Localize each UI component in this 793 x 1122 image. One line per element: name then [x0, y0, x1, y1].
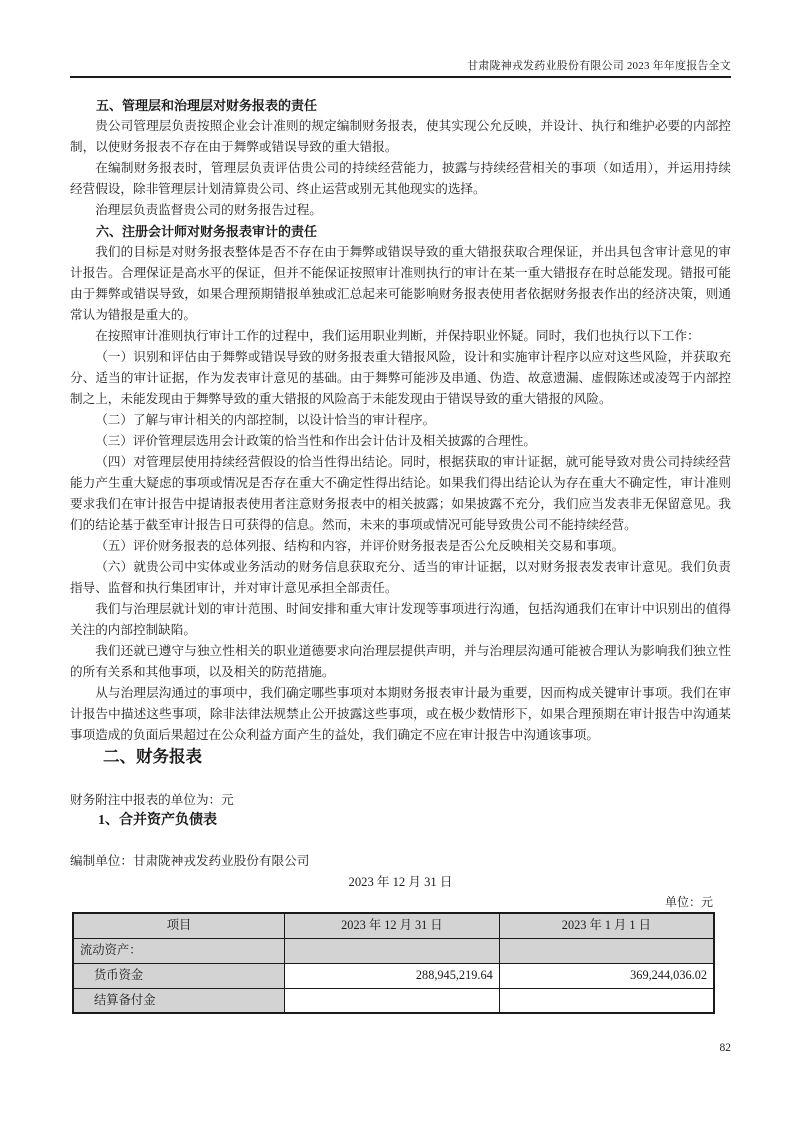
- table-cell: [499, 938, 714, 963]
- prepared-by: 编制单位：甘肃陇神戎发药业股份有限公司: [70, 854, 310, 868]
- statement-date: 2023 年 12 月 31 日: [348, 875, 453, 889]
- table-header-cell: 项目: [73, 913, 285, 938]
- paragraph: （二）了解与审计相关的内部控制，以设计恰当的审计程序。: [95, 413, 436, 427]
- paragraph: 我们与治理层就计划的审计范围、时间安排和重大审计发现等事项进行沟通，包括沟通我们在审计中识别出的值得关注的内部控制缺陷。: [70, 602, 731, 637]
- paragraph: 从与治理层沟通过的事项中，我们确定哪些事项对本期财务报表审计最为重要，因而构成关键审计事项。我们在审计报告中描述这些事项，除非法律法规禁止公开披露这些事项，或在极少数情形下，如果合理预期在审计报告中沟通某事项造成的负面后果超过在公众利益方面产生的益处，我们确定不应在审计报告中沟通该事项。: [70, 686, 731, 742]
- balance-sheet-table: [72, 912, 715, 1014]
- paragraph: （四）对管理层使用持续经营假设的恰当性得出结论。同时，根据获取的审计证据，就可能导致对贵公司持续经营能力产生重大疑虑的事项或情况是否存在重大不确定性得出结论。如果我们得出结论认为存在重大不确定性，审计准则要求我们在审计报告中提请报表使用者注意财务报表中的相关披露；如果披露不充分，我们应当发表非无保留意见。我们的结论基于截至审计报告日可获得的信息。然而，未来的事项或情况可能导致贵公司不能持续经营。: [70, 455, 731, 532]
- table-row: [73, 963, 714, 988]
- table-cell: 货币资金: [73, 963, 285, 988]
- section-6-heading: 六、注册会计师对财务报表审计的责任: [96, 224, 318, 239]
- paragraph: 治理层负责监督贵公司的财务报告过程。: [95, 203, 322, 217]
- header-title: 甘肃陇神戎发药业股份有限公司 2023 年年度报告全文: [467, 60, 731, 72]
- table-cell: 369,244,036.02: [499, 963, 714, 988]
- paragraph: 我们还就已遵守与独立性相关的职业道德要求向治理层提供声明，并与治理层沟通可能被合理认为影响我们独立性的所有关系和其他事项，以及相关的防范措施。: [70, 644, 731, 679]
- paragraph: （五）评价财务报表的总体列报、结构和内容，并评价财务报表是否公允反映相关交易和事项。: [95, 539, 625, 553]
- paragraph: 在编制财务报表时，管理层负责评估贵公司的持续经营能力，披露与持续经营相关的事项（如适用），并运用持续经营假设，除非管理层计划清算贵公司、终止运营或别无其他现实的选择。: [70, 161, 731, 196]
- paragraph: （六）就贵公司中实体或业务活动的财务信息获取充分、适当的审计证据，以对财务报表发表审计意见。我们负责指导、监督和执行集团审计，并对审计意见承担全部责任。: [70, 560, 731, 595]
- section-5-heading: 五、管理层和治理层对财务报表的责任: [96, 98, 318, 113]
- table-cell: 流动资产：: [73, 938, 285, 963]
- table-header-cell: 2023 年 12 月 31 日: [285, 913, 500, 938]
- table-cell: 288,945,219.64: [285, 963, 500, 988]
- page-content: [70, 78, 731, 1014]
- table-cell: [285, 988, 500, 1013]
- page-header: [70, 0, 731, 78]
- unit-note: 财务附注中报表的单位为：元: [70, 793, 234, 807]
- paragraph: 在按照审计准则执行审计工作的过程中，我们运用职业判断，并保持职业怀疑。同时，我们也执行以下工作：: [95, 329, 700, 343]
- page-number: 82: [719, 1042, 731, 1054]
- table-cell: 结算备付金: [73, 988, 285, 1013]
- table-row: [73, 988, 714, 1013]
- paragraph: 贵公司管理层负责按照企业会计准则的规定编制财务报表，使其实现公允反映，并设计、执行和维护必要的内部控制，以使财务报表不存在由于舞弊或错误导致的重大错报。: [70, 119, 731, 154]
- table-cell: [285, 938, 500, 963]
- unit-label: 单位：元: [664, 895, 713, 909]
- table-header-cell: 2023 年 1 月 1 日: [499, 913, 714, 938]
- paragraph: （三）评价管理层选用会计政策的恰当性和作出会计估计及相关披露的合理性。: [95, 434, 536, 448]
- section-2-heading: 二、财务报表: [103, 747, 202, 766]
- table-header-row: [73, 913, 714, 938]
- paragraph: （一）识别和评估由于舞弊或错误导致的财务报表重大错报风险，设计和实施审计程序以应对这些风险，并获取充分、适当的审计证据，作为发表审计意见的基础。由于舞弊可能涉及串通、伪造、故意遗漏、虚假陈述或凌驾于内部控制之上，未能发现由于舞弊导致的重大错报的风险高于未能发现由于错误导致的重大错报的风险。: [70, 350, 731, 406]
- subsection-1-heading: 1、合并资产负债表: [98, 813, 217, 828]
- table-row: [73, 938, 714, 963]
- paragraph: 我们的目标是对财务报表整体是否不存在由于舞弊或错误导致的重大错报获取合理保证，并出具包含审计意见的审计报告。合理保证是高水平的保证，但并不能保证按照审计准则执行的审计在某一重大错报存在时总能发现。错报可能由于舞弊或错误导致，如果合理预期错报单独或汇总起来可能影响财务报表使用者依据财务报表作出的经济决策，则通常认为错报是重大的。: [70, 245, 731, 322]
- table-cell: [499, 988, 714, 1013]
